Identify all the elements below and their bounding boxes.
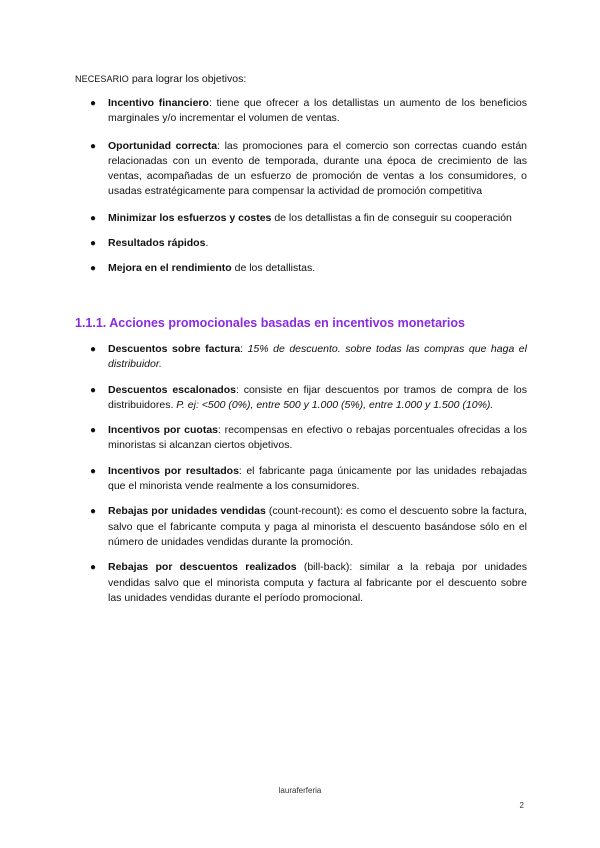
list-item <box>90 504 527 550</box>
list-item <box>90 560 527 606</box>
item-text: : tiene que ofrecer a los detallistas un aumento de los beneficios marginales y/o incrementar el volumen de ventas. <box>108 97 527 125</box>
list-item <box>90 261 527 276</box>
item-text: : consiste en fijar descuentos por tramos de compra de los distribuidores. <box>108 383 527 411</box>
bullet-icon: ● <box>90 384 97 396</box>
page-number: 2 <box>519 801 524 810</box>
item-text: (count-recount): es como el descuento sobre la factura, salvo que el fabricante computa y paga al minorista el descuento basándose sólo en el número de unidades vendidas durante la promoción. <box>108 505 527 548</box>
item-text: . <box>205 237 209 250</box>
item-title: Resultados rápidos <box>108 237 206 250</box>
intro-rest: para lograr los objetivos: <box>128 73 247 85</box>
item-text: : <box>240 343 248 355</box>
section-heading: 1.1.1. Acciones promocionales basadas en incentivos monetarios <box>75 316 465 330</box>
item-text: : el fabricante paga únicamente por las unidades rebajadas que el minorista vende realmente a los consumidores. <box>108 464 527 493</box>
item-text: de los detallistas a fin de conseguir su cooperación <box>271 211 512 224</box>
bullet-icon: ● <box>90 425 97 437</box>
item-title: Rebajas por descuentos realizados <box>108 561 297 574</box>
item-title: Descuentos sobre factura <box>108 343 241 355</box>
monetary-incentives-list <box>90 342 527 606</box>
item-title: Descuentos escalonados <box>108 383 236 396</box>
item-title: Rebajas por unidades vendidas <box>108 505 266 518</box>
bullet-icon: ● <box>90 506 97 518</box>
item-text: de los detallistas. <box>231 262 316 275</box>
item-title: Incentivos por cuotas <box>108 424 218 437</box>
list-item <box>90 236 527 251</box>
requirements-list <box>90 96 527 277</box>
bullet-icon: ● <box>90 238 97 250</box>
intro-line <box>75 72 246 86</box>
item-title: Mejora en el rendimiento <box>108 262 232 275</box>
list-item <box>90 139 527 200</box>
list-item <box>90 383 527 414</box>
bullet-icon: ● <box>90 140 97 152</box>
bullet-icon: ● <box>90 263 97 275</box>
bullet-icon: ● <box>90 344 97 355</box>
item-text: (bill-back): similar a la rebaja por unidades vendidas salvo que el minorista computa y factura al fabricante por el descuento sobre las unidades vendidas durante el período promocional. <box>108 561 528 604</box>
item-title: Incentivos por resultados <box>108 464 239 477</box>
item-text: : las promociones para el comercio son correctas cuando están relacionadas con un evento de temporada, durante una época de crecimiento de las ventas, acompañadas de un esfuerzo de promoción de ventas a los consumidores, o usadas estratégicamente para compensar la actividad de promoción competitiva <box>108 139 527 198</box>
footer-author: lauraferferia <box>278 786 322 795</box>
bullet-icon: ● <box>90 465 97 477</box>
list-item <box>90 96 527 127</box>
item-text: : recompensas en efectivo o rebajas porcentuales ofrecidas a los minoristas si alcanzan ciertos objetivos. <box>108 424 527 452</box>
list-item <box>90 211 527 226</box>
list-item <box>90 464 527 495</box>
item-title: Oportunidad correcta <box>108 139 218 152</box>
item-title: Minimizar los esfuerzos y costes <box>108 211 272 224</box>
item-example: 15% de descuento. sobre todas las compras que haga el distribuidor. <box>108 343 527 371</box>
list-item <box>90 423 527 454</box>
bullet-icon: ● <box>90 212 97 224</box>
intro-caps: NECESARIO <box>75 74 129 84</box>
item-example: P. ej: <500 (0%), entre 500 y 1.000 (5%), entre 1.000 y 1.500 (10%). <box>176 398 494 411</box>
list-item <box>90 342 527 373</box>
bullet-icon: ● <box>90 562 97 574</box>
bullet-icon: ● <box>90 98 97 109</box>
item-title: Incentivo financiero <box>108 97 209 109</box>
